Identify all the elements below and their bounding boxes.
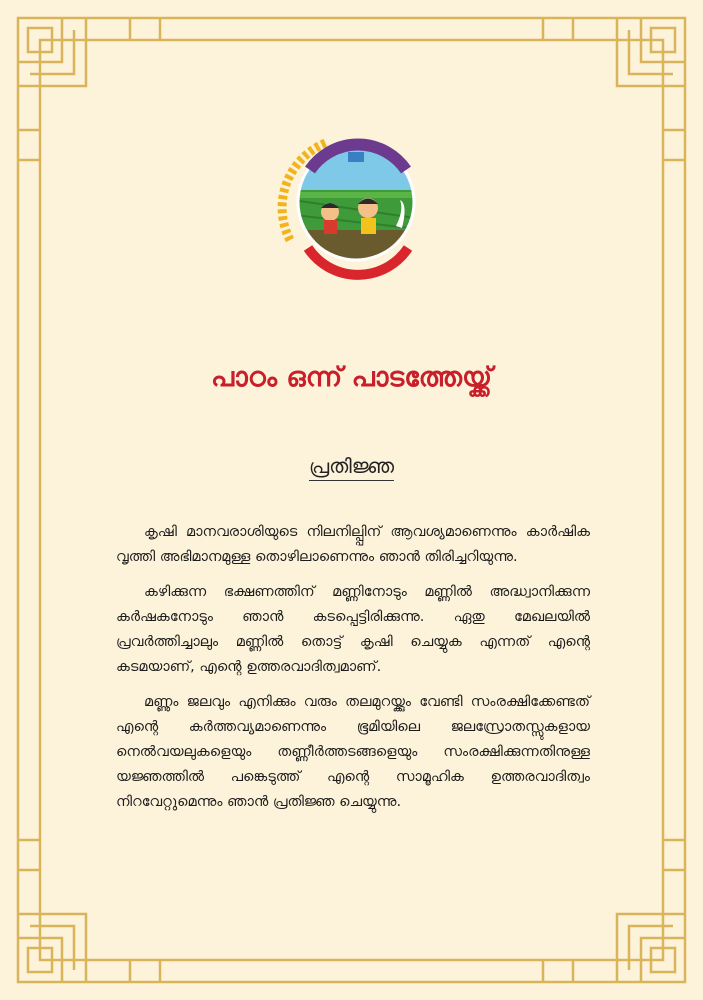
page-title: പാഠം ഒന്ന് പാടത്തേയ്ക്ക്: [210, 362, 493, 393]
pledge-heading: [0, 454, 703, 478]
logo: [268, 130, 438, 300]
pledge-paragraph-3: മണ്ണും ജലവും എനിക്കും വരും തലമുറയ്ക്കും വേണ്ടി സംരക്ഷിക്കേണ്ടത് എന്റെ കർത്തവ്യമാണെന്നും ഭൂമിയിലെ ജലസ്രോതസ്സുകളായ നെൽവയലുകളെയും തണ്ണീർത്തടങ്ങളെയും സംരക്ഷിക്കുന്നതിനുള്ള യജ്ഞത്തിൽ പങ്കെടുത്ത് എന്റെ സാമൂഹിക ഉത്തരവാദിത്വം നിറവേറ്റുമെന്നും ഞാൻ പ്രതിജ്ഞ ചെയ്യുന്നു.: [116, 694, 590, 810]
pledge-body: [116, 520, 590, 825]
pledge-paragraph-1: കൃഷി മാനവരാശിയുടെ നിലനില്പ്പിന് ആവശ്യമാണെന്നും കാർഷിക വൃത്തി അഭിമാനമുള്ള തൊഴിലാണെന്നും ഞാൻ തിരിച്ചറിയുന്നു.: [116, 524, 590, 565]
paddy-field-logo-icon: [268, 130, 438, 300]
pledge-heading-text: പ്രതിജ്ഞ: [309, 454, 394, 481]
pledge-paragraph-2: കഴിക്കുന്ന ഭക്ഷണത്തിന് മണ്ണിനോടും മണ്ണിൽ അദ്ധ്വാനിക്കുന്ന കർഷകനോടും ഞാൻ കടപ്പെട്ടിരിക്കുന്നു. ഏതു മേഖലയിൽ പ്രവർത്തിച്ചാലും മണ്ണിൽ തൊട്ട് കൃഷി ചെയ്യുക എന്നത് എന്റെ കടമയാണ്, എന്റെ ഉത്തരവാദിത്വമാണ്.: [116, 584, 590, 675]
